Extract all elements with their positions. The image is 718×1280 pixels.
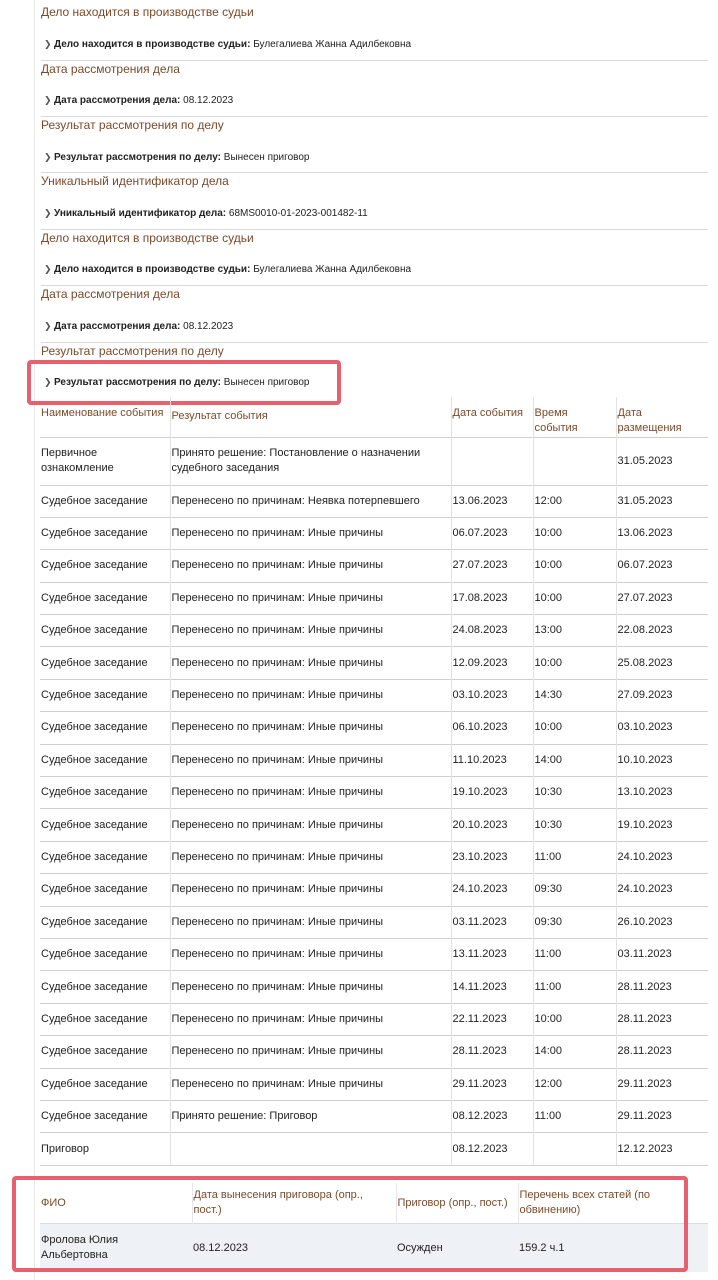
section-label: Уникальный идентификатор дела: [41, 174, 229, 188]
detail-value: Булегалиева Жанна Адилбековна: [253, 39, 412, 50]
cell-event-time: 14:30: [533, 679, 616, 711]
cell-event-date: 03.11.2023: [451, 906, 533, 938]
detail-key: Уникальный идентификатор дела:: [54, 208, 227, 219]
cell-event-result: Принято решение: Приговор: [170, 1100, 451, 1132]
detail-value: Вынесен приговор: [223, 152, 310, 163]
cell-event-result: Перенесено по причинам: Иные причины: [170, 582, 451, 614]
table-row: [40, 582, 708, 614]
cell-event-date: 24.08.2023: [451, 615, 533, 647]
cell-event-time: 10:00: [533, 550, 616, 582]
cell-event-time: 09:30: [533, 906, 616, 938]
detail-value: 68MS0010-01-2023-001482-11: [228, 208, 368, 219]
cell-posted-date: 25.08.2023: [616, 647, 708, 679]
section-label: Дело находится в производстве судьи: [41, 231, 254, 245]
cell-event-name: Судебное заседание: [40, 777, 170, 809]
cell-event-date: 20.10.2023: [451, 809, 533, 841]
table-row: [40, 1068, 708, 1100]
table-row: [40, 517, 708, 549]
cell-event-result: Перенесено по причинам: Неявка потерпевшего: [170, 485, 451, 517]
cell-posted-date: 06.07.2023: [616, 550, 708, 582]
cell-event-result: Принято решение: Постановление о назначении судебного заседания: [170, 437, 451, 485]
cell-event-name: Судебное заседание: [40, 809, 170, 841]
cell-event-date: 14.11.2023: [451, 971, 533, 1003]
cell-verdict: Осужден: [396, 1224, 518, 1273]
chevron-right-icon: ❯: [44, 377, 52, 387]
cell-event-date: 08.12.2023: [451, 1100, 533, 1132]
table-row: [40, 906, 708, 938]
detail-key: Дата рассмотрения дела:: [54, 321, 181, 332]
cell-event-date: 13.06.2023: [451, 485, 533, 517]
cell-event-result: Перенесено по причинам: Иные причины: [170, 744, 451, 776]
cell-posted-date: 12.12.2023: [616, 1133, 708, 1165]
cell-event-time: 10:00: [533, 517, 616, 549]
cell-event-date: 03.10.2023: [451, 679, 533, 711]
table-row: [40, 777, 708, 809]
cell-posted-date: 22.08.2023: [616, 615, 708, 647]
section-label: Результат рассмотрения по делу: [41, 118, 224, 132]
cell-posted-date: 10.10.2023: [616, 744, 708, 776]
section-label: Дата рассмотрения дела: [41, 62, 180, 76]
cell-posted-date: 13.10.2023: [616, 777, 708, 809]
cell-event-date: 22.11.2023: [451, 1003, 533, 1035]
cell-event-name: Судебное заседание: [40, 906, 170, 938]
col-event-name: Наименование события: [41, 407, 164, 419]
cell-event-result: Перенесено по причинам: Иные причины: [170, 874, 451, 906]
cell-event-name: Судебное заседание: [40, 1068, 170, 1100]
cell-posted-date: 28.11.2023: [616, 1003, 708, 1035]
col-event-result: Результат события: [170, 397, 451, 437]
table-row: [40, 874, 708, 906]
cell-posted-date: 28.11.2023: [616, 971, 708, 1003]
cell-event-result: Перенесено по причинам: Иные причины: [170, 1036, 451, 1068]
cell-event-name: Судебное заседание: [40, 1036, 170, 1068]
cell-event-time: 14:00: [533, 1036, 616, 1068]
cell-verdict-date: 08.12.2023: [192, 1224, 396, 1273]
cell-event-result: Перенесено по причинам: Иные причины: [170, 777, 451, 809]
table-row: [40, 938, 708, 970]
table-row: [40, 1100, 708, 1132]
cell-event-name: Судебное заседание: [40, 679, 170, 711]
chevron-right-icon: ❯: [44, 321, 52, 331]
cell-posted-date: 27.07.2023: [616, 582, 708, 614]
section-label: Дата рассмотрения дела: [41, 287, 180, 301]
cell-event-name: Судебное заседание: [40, 712, 170, 744]
cell-event-time: 12:00: [533, 485, 616, 517]
detail-key: Результат рассмотрения по делу:: [54, 377, 221, 388]
cell-event-result: Перенесено по причинам: Иные причины: [170, 1003, 451, 1035]
cell-event-name: Судебное заседание: [40, 615, 170, 647]
table-row: [40, 485, 708, 517]
cell-event-result: Перенесено по причинам: Иные причины: [170, 550, 451, 582]
detail-row: [44, 151, 309, 164]
col-posted-date: Дата размещения: [616, 397, 708, 437]
detail-row: [44, 263, 411, 276]
cell-event-date: 08.12.2023: [451, 1133, 533, 1165]
cell-posted-date: 31.05.2023: [616, 485, 708, 517]
cell-event-time: 10:30: [533, 809, 616, 841]
cell-posted-date: 29.11.2023: [616, 1068, 708, 1100]
cell-event-time: 10:30: [533, 777, 616, 809]
cell-event-time: 11:00: [533, 841, 616, 873]
chevron-right-icon: ❯: [44, 264, 52, 274]
cell-event-time: 14:00: [533, 744, 616, 776]
cell-posted-date: 24.10.2023: [616, 841, 708, 873]
detail-key: Дело находится в производстве судьи:: [54, 264, 251, 275]
cell-event-name: Судебное заседание: [40, 874, 170, 906]
content-left-border: [34, 0, 35, 1280]
cell-event-result: Перенесено по причинам: Иные причины: [170, 615, 451, 647]
section-divider: [41, 60, 708, 61]
cell-event-date: [451, 437, 533, 485]
cell-event-date: 28.11.2023: [451, 1036, 533, 1068]
chevron-right-icon: ❯: [44, 95, 52, 105]
cell-posted-date: 28.11.2023: [616, 1036, 708, 1068]
cell-event-date: 19.10.2023: [451, 777, 533, 809]
table-row: [40, 1036, 708, 1068]
cell-event-date: 29.11.2023: [451, 1068, 533, 1100]
section-divider: [41, 285, 708, 286]
cell-event-result: Перенесено по причинам: Иные причины: [170, 906, 451, 938]
table-row: [40, 615, 708, 647]
cell-event-date: 17.08.2023: [451, 582, 533, 614]
table-row: [40, 809, 708, 841]
cell-event-time: 11:00: [533, 938, 616, 970]
cell-posted-date: 19.10.2023: [616, 809, 708, 841]
detail-row: [44, 320, 233, 333]
detail-value: 08.12.2023: [183, 95, 234, 106]
detail-value: Вынесен приговор: [223, 377, 310, 388]
cell-event-date: 06.07.2023: [451, 517, 533, 549]
cell-articles: 159.2 ч.1: [518, 1224, 708, 1273]
cell-posted-date: 29.11.2023: [616, 1100, 708, 1132]
verdict-highlight-frame: [12, 1176, 688, 1272]
table-row: [40, 841, 708, 873]
cell-event-time: 10:00: [533, 582, 616, 614]
section-divider: [41, 229, 708, 230]
cell-event-time: 10:00: [533, 1003, 616, 1035]
section-divider: [41, 172, 708, 173]
cell-event-date: 23.10.2023: [451, 841, 533, 873]
cell-event-date: 27.07.2023: [451, 550, 533, 582]
events-table: [40, 397, 708, 1166]
cell-event-date: 13.11.2023: [451, 938, 533, 970]
cell-event-time: [533, 1133, 616, 1165]
cell-fio: Фролова Юлия Альбертовна: [40, 1224, 192, 1273]
cell-event-name: Судебное заседание: [40, 647, 170, 679]
cell-event-result: Перенесено по причинам: Иные причины: [170, 1068, 451, 1100]
table-row: [40, 679, 708, 711]
detail-key: Результат рассмотрения по делу:: [54, 152, 221, 163]
detail-key: Дело находится в производстве судьи:: [54, 39, 251, 50]
cell-event-result: Перенесено по причинам: Иные причины: [170, 971, 451, 1003]
cell-event-name: Судебное заседание: [40, 582, 170, 614]
cell-event-time: 13:00: [533, 615, 616, 647]
table-row: [40, 647, 708, 679]
cell-event-date: 06.10.2023: [451, 712, 533, 744]
cell-posted-date: 24.10.2023: [616, 874, 708, 906]
col-event-date: Дата события: [451, 397, 533, 437]
cell-posted-date: 03.10.2023: [616, 712, 708, 744]
cell-event-name: Судебное заседание: [40, 1003, 170, 1035]
cell-event-result: Перенесено по причинам: Иные причины: [170, 517, 451, 549]
events-body: [40, 437, 708, 1165]
cell-event-date: 24.10.2023: [451, 874, 533, 906]
cell-event-result: Перенесено по причинам: Иные причины: [170, 712, 451, 744]
cell-event-time: [533, 437, 616, 485]
table-row: [40, 437, 708, 485]
cell-event-date: 12.09.2023: [451, 647, 533, 679]
cell-event-result: Перенесено по причинам: Иные причины: [170, 679, 451, 711]
cell-event-name: Судебное заседание: [40, 938, 170, 970]
section-label: Дело находится в производстве судьи: [41, 5, 254, 19]
cell-event-name: Судебное заседание: [40, 1100, 170, 1132]
detail-value: Булегалиева Жанна Адилбековна: [253, 264, 412, 275]
table-row: [40, 1133, 708, 1165]
cell-event-name: Судебное заседание: [40, 517, 170, 549]
cell-event-name: Первичное ознакомление: [40, 437, 170, 485]
table-row: [40, 712, 708, 744]
detail-row: [44, 94, 233, 107]
detail-key: Дата рассмотрения дела:: [54, 95, 181, 106]
chevron-right-icon: ❯: [44, 208, 52, 218]
cell-event-name: Судебное заседание: [40, 971, 170, 1003]
cell-event-result: Перенесено по причинам: Иные причины: [170, 647, 451, 679]
cell-event-name: Приговор: [40, 1133, 170, 1165]
cell-posted-date: 26.10.2023: [616, 906, 708, 938]
cell-event-name: Судебное заседание: [40, 841, 170, 873]
col-fio: ФИО: [41, 1196, 66, 1209]
cell-event-result: Перенесено по причинам: Иные причины: [170, 809, 451, 841]
cell-posted-date: 13.06.2023: [616, 517, 708, 549]
cell-posted-date: 27.09.2023: [616, 679, 708, 711]
cell-posted-date: 31.05.2023: [616, 437, 708, 485]
cell-event-time: 11:00: [533, 971, 616, 1003]
cell-event-time: 10:00: [533, 712, 616, 744]
cell-posted-date: 03.11.2023: [616, 938, 708, 970]
cell-event-name: Судебное заседание: [40, 485, 170, 517]
cell-event-time: 09:30: [533, 874, 616, 906]
cell-event-name: Судебное заседание: [40, 744, 170, 776]
section-label: Результат рассмотрения по делу: [41, 344, 224, 358]
cell-event-time: 12:00: [533, 1068, 616, 1100]
cell-event-time: 11:00: [533, 1100, 616, 1132]
col-event-time: Время события: [533, 397, 616, 437]
chevron-right-icon: ❯: [44, 152, 52, 162]
detail-row: [44, 38, 411, 51]
section-divider: [41, 342, 708, 343]
detail-value: 08.12.2023: [183, 321, 234, 332]
col-verdict-date: Дата вынесения приговора (опр., пост.): [192, 1183, 396, 1224]
events-header-row: [40, 397, 708, 437]
col-articles: Перечень всех статей (по обвинению): [518, 1183, 708, 1224]
chevron-right-icon: ❯: [44, 39, 52, 49]
table-row: [40, 971, 708, 1003]
table-row: [40, 550, 708, 582]
cell-event-time: 10:00: [533, 647, 616, 679]
cell-event-date: 11.10.2023: [451, 744, 533, 776]
table-row: [40, 1003, 708, 1035]
cell-event-name: Судебное заседание: [40, 550, 170, 582]
section-divider: [41, 116, 708, 117]
detail-row: [44, 207, 368, 220]
col-verdict: Приговор (опр., пост.): [396, 1183, 518, 1224]
table-row: [40, 744, 708, 776]
cell-event-result: [170, 1133, 451, 1165]
cell-event-result: Перенесено по причинам: Иные причины: [170, 841, 451, 873]
cell-event-result: Перенесено по причинам: Иные причины: [170, 938, 451, 970]
